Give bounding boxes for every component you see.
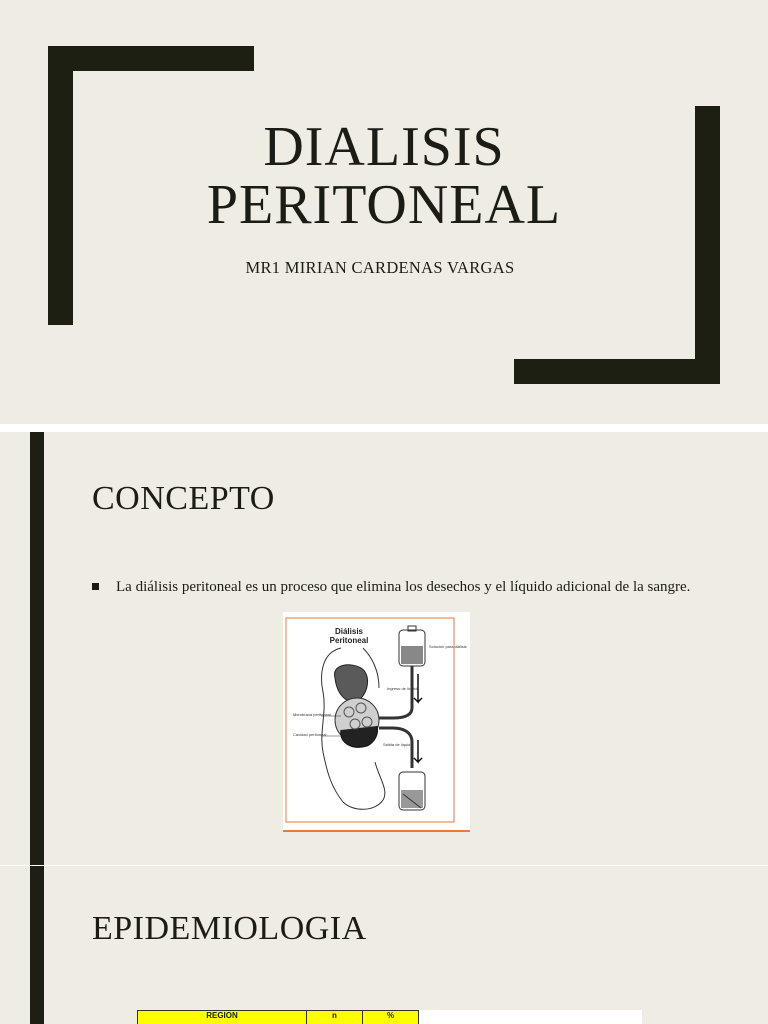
concept-heading: CONCEPTO <box>92 480 275 517</box>
label-inflow: Ingreso de líquido <box>387 686 419 691</box>
drain-fluid-icon <box>401 790 423 808</box>
label-membrane: Membrana peritoneal <box>293 712 331 717</box>
epidemiology-table-container <box>137 1010 642 1024</box>
label-cavity: Cavidad peritoneal <box>293 732 327 737</box>
label-solution: Solución para diálisis <box>429 644 467 649</box>
figure-title-line-1: Diálisis <box>334 627 364 636</box>
figure-title-line-2: Peritoneal <box>329 636 369 645</box>
presentation-subtitle: MR1 MIRIAN CARDENAS VARGAS <box>245 258 515 277</box>
corner-bracket-top-left-horizontal <box>48 46 254 71</box>
liver-icon <box>334 665 367 702</box>
title-slide <box>0 0 768 424</box>
left-accent-bar <box>30 866 44 1024</box>
arrow-down-icon <box>414 740 422 762</box>
concept-bullet-list <box>92 578 692 596</box>
label-outflow: Salida de líquido <box>383 742 413 747</box>
peritoneal-dialysis-figure <box>283 612 470 832</box>
corner-bracket-bottom-right-horizontal <box>514 359 720 384</box>
left-accent-bar <box>30 432 44 865</box>
epidemiology-slide <box>0 866 768 1024</box>
title-line-1: DIALISIS <box>263 116 505 178</box>
table-header-percent: % <box>363 1011 419 1024</box>
square-bullet-icon <box>92 583 99 590</box>
title-line-2: PERITONEAL <box>206 174 562 236</box>
solution-fluid-icon <box>401 646 423 664</box>
inflow-tube-icon <box>379 666 412 718</box>
concept-slide <box>0 432 768 865</box>
peritoneal-dialysis-illustration <box>283 612 470 830</box>
presentation-title <box>0 118 768 234</box>
table-header-row <box>138 1011 419 1024</box>
table-header-region: REGION <box>138 1011 307 1024</box>
bullet-text: La diálisis peritoneal es un proceso que elimina los desechos y el líquido adicional de la sangre. <box>116 579 691 595</box>
list-item <box>92 578 692 596</box>
table-header-n: n <box>307 1011 363 1024</box>
epidemiology-heading: EPIDEMIOLOGIA <box>92 910 367 947</box>
outflow-tube-icon <box>379 728 412 768</box>
slide-separator <box>0 424 768 432</box>
epidemiology-table <box>137 1010 419 1024</box>
